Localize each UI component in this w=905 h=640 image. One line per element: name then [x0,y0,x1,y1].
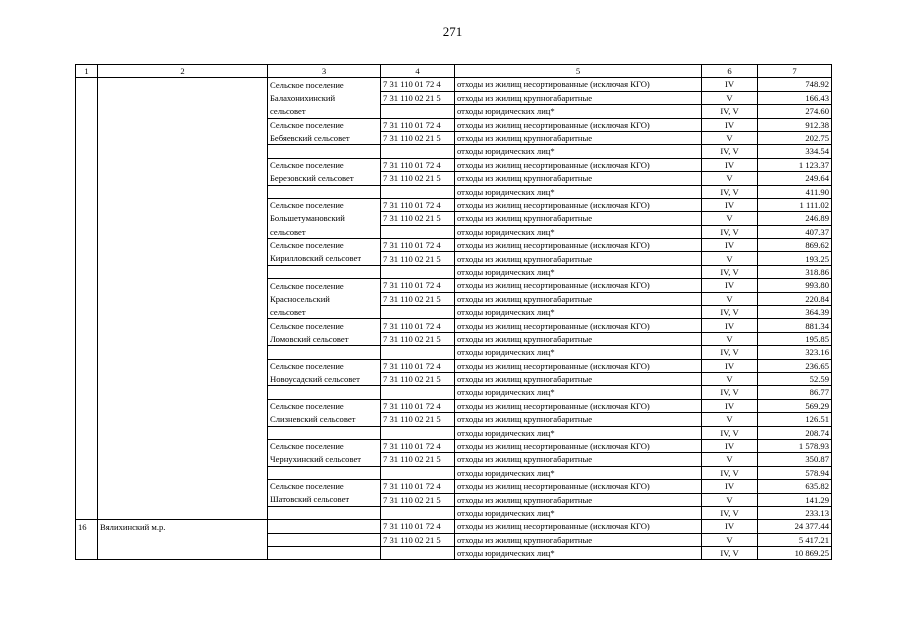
cell-code [381,185,455,198]
cell-waste-type: отходы из жилищ крупногабаритные [455,413,702,426]
cell-hazard-class: IV [702,279,758,292]
cell-code [381,145,455,158]
settlement-name-line [268,533,381,546]
cell-number [76,533,98,546]
table-row [76,533,832,546]
table-body [76,78,832,560]
cell-hazard-class: IV, V [702,506,758,519]
cell-hazard-class: V [702,212,758,225]
cell-district [98,413,268,426]
cell-waste-type: отходы из жилищ несортированные (исключая КГО) [455,399,702,412]
header-col-6: 6 [702,65,758,78]
settlement-name-line: сельсовет [268,225,381,238]
cell-number [76,131,98,144]
cell-value: 233.13 [758,506,832,519]
cell-district [98,386,268,399]
settlement-name-line: Сельское поселение [268,158,381,171]
cell-number [76,399,98,412]
cell-code: 7 31 110 02 21 5 [381,493,455,506]
table-row [76,319,832,332]
cell-code: 7 31 110 01 72 4 [381,239,455,252]
table-row [76,346,832,359]
cell-number [76,439,98,452]
cell-number [76,158,98,171]
cell-number [76,225,98,238]
cell-hazard-class: V [702,533,758,546]
cell-hazard-class: IV [702,239,758,252]
cell-district [98,91,268,104]
header-col-5: 5 [455,65,702,78]
cell-waste-type: отходы из жилищ несортированные (исключая КГО) [455,158,702,171]
cell-code: 7 31 110 01 72 4 [381,439,455,452]
cell-waste-type: отходы из жилищ несортированные (исключая КГО) [455,279,702,292]
cell-district [98,439,268,452]
cell-waste-type: отходы из жилищ крупногабаритные [455,493,702,506]
cell-district [98,131,268,144]
cell-value: 246.89 [758,212,832,225]
table-row [76,91,832,104]
table-row [76,547,832,560]
cell-code [381,386,455,399]
table-row [76,292,832,305]
cell-value: 193.25 [758,252,832,265]
cell-number [76,346,98,359]
cell-hazard-class: V [702,252,758,265]
settlement-name-line: Сельское поселение [268,359,381,372]
settlement-name-line [268,466,381,479]
table-row [76,306,832,319]
table-row [76,439,832,452]
cell-number [76,466,98,479]
settlement-name-line: Слизневский сельсовет [268,413,381,426]
cell-number [76,118,98,131]
cell-value: 236.65 [758,359,832,372]
cell-hazard-class: IV, V [702,145,758,158]
settlement-name-line: Сельское поселение [268,118,381,131]
cell-district [98,158,268,171]
settlement-name-line: Ломовский сельсовет [268,332,381,345]
table-row [76,225,832,238]
cell-district [98,185,268,198]
cell-district [98,493,268,506]
cell-hazard-class: IV [702,198,758,211]
cell-code [381,346,455,359]
cell-value: 166.43 [758,91,832,104]
cell-value: 52.59 [758,372,832,385]
header-col-2: 2 [98,65,268,78]
settlement-name-line: сельсовет [268,105,381,118]
table-row [76,426,832,439]
cell-district [98,426,268,439]
cell-value: 126.51 [758,413,832,426]
cell-waste-type: отходы из жилищ несортированные (исключая КГО) [455,359,702,372]
cell-waste-type: отходы юридических лиц* [455,185,702,198]
table-row [76,105,832,118]
cell-district [98,118,268,131]
table-row [76,252,832,265]
cell-number: 16 [76,520,98,533]
cell-code: 7 31 110 01 72 4 [381,279,455,292]
table-row [76,78,832,91]
cell-value: 869.62 [758,239,832,252]
table-row [76,386,832,399]
cell-district [98,172,268,185]
cell-number [76,453,98,466]
settlement-name-line [268,426,381,439]
cell-value: 407.37 [758,225,832,238]
settlement-name-line: Сельское поселение [268,78,381,91]
cell-code [381,225,455,238]
cell-value: 993.80 [758,279,832,292]
cell-waste-type: отходы из жилищ крупногабаритные [455,91,702,104]
cell-value: 220.84 [758,292,832,305]
cell-hazard-class: IV [702,359,758,372]
cell-hazard-class: V [702,292,758,305]
cell-district [98,306,268,319]
cell-hazard-class: IV [702,439,758,452]
settlement-name-line: Сельское поселение [268,480,381,493]
cell-hazard-class: IV [702,399,758,412]
cell-value: 10 869.25 [758,547,832,560]
cell-hazard-class: V [702,91,758,104]
cell-waste-type: отходы юридических лиц* [455,386,702,399]
cell-district [98,359,268,372]
cell-value: 1 111.02 [758,198,832,211]
cell-district [98,198,268,211]
cell-waste-type: отходы юридических лиц* [455,346,702,359]
table-row [76,359,832,372]
header-col-3: 3 [268,65,381,78]
cell-hazard-class: IV [702,480,758,493]
table-row [76,118,832,131]
settlement-name-line: Бебяевский сельсовет [268,131,381,144]
cell-value: 5 417.21 [758,533,832,546]
cell-hazard-class: IV [702,520,758,533]
settlement-name-line: сельсовет [268,306,381,319]
table-row [76,520,832,533]
cell-value: 569.29 [758,399,832,412]
settlement-name-line: Кирилловский сельсовет [268,252,381,265]
settlement-name-line [268,265,381,278]
cell-district [98,105,268,118]
cell-waste-type: отходы из жилищ крупногабаритные [455,533,702,546]
settlement-name-line: Сельское поселение [268,319,381,332]
cell-district [98,372,268,385]
cell-code: 7 31 110 01 72 4 [381,520,455,533]
cell-number [76,306,98,319]
cell-code: 7 31 110 02 21 5 [381,91,455,104]
cell-code: 7 31 110 02 21 5 [381,413,455,426]
cell-code: 7 31 110 01 72 4 [381,359,455,372]
cell-hazard-class: IV [702,319,758,332]
cell-hazard-class: IV [702,158,758,171]
settlement-name-line: Шатовский сельсовет [268,493,381,506]
cell-district [98,225,268,238]
settlement-name-line [268,386,381,399]
cell-district [98,145,268,158]
cell-code [381,105,455,118]
cell-value: 334.54 [758,145,832,158]
cell-hazard-class: IV, V [702,185,758,198]
cell-district [98,212,268,225]
table-row [76,198,832,211]
waste-table [75,64,832,560]
cell-waste-type: отходы из жилищ несортированные (исключая КГО) [455,239,702,252]
table-row [76,372,832,385]
cell-number [76,332,98,345]
cell-district [98,346,268,359]
cell-hazard-class: IV, V [702,105,758,118]
cell-number [76,413,98,426]
cell-code: 7 31 110 01 72 4 [381,158,455,171]
table-row [76,399,832,412]
cell-number [76,265,98,278]
table-row [76,466,832,479]
cell-district [98,265,268,278]
cell-hazard-class: V [702,131,758,144]
cell-number [76,319,98,332]
cell-waste-type: отходы юридических лиц* [455,306,702,319]
settlement-name-line: Большетумановский [268,212,381,225]
cell-waste-type: отходы из жилищ крупногабаритные [455,292,702,305]
cell-number [76,359,98,372]
settlement-name-line: Сельское поселение [268,399,381,412]
cell-value: 881.34 [758,319,832,332]
cell-waste-type: отходы из жилищ несортированные (исключая КГО) [455,439,702,452]
cell-waste-type: отходы из жилищ несортированные (исключая КГО) [455,480,702,493]
settlement-name-line [268,145,381,158]
cell-number [76,426,98,439]
cell-hazard-class: IV, V [702,426,758,439]
cell-code [381,547,455,560]
cell-waste-type: отходы юридических лиц* [455,105,702,118]
settlement-name-line [268,185,381,198]
settlement-name-line [268,346,381,359]
cell-district [98,533,268,546]
cell-number [76,239,98,252]
cell-code: 7 31 110 02 21 5 [381,252,455,265]
header-col-1: 1 [76,65,98,78]
cell-value: 578.94 [758,466,832,479]
cell-hazard-class: IV, V [702,306,758,319]
cell-code: 7 31 110 02 21 5 [381,212,455,225]
table-row [76,506,832,519]
cell-district [98,279,268,292]
cell-number [76,292,98,305]
cell-code: 7 31 110 02 21 5 [381,533,455,546]
cell-code: 7 31 110 01 72 4 [381,319,455,332]
cell-district [98,78,268,91]
cell-hazard-class: IV, V [702,265,758,278]
cell-waste-type: отходы из жилищ крупногабаритные [455,212,702,225]
table-row [76,265,832,278]
cell-waste-type: отходы из жилищ несортированные (исключая КГО) [455,520,702,533]
table-row [76,453,832,466]
cell-district [98,319,268,332]
cell-district: Вялихинский м.р. [98,520,268,533]
settlement-name-line: Березовский сельсовет [268,172,381,185]
cell-value: 24 377.44 [758,520,832,533]
cell-hazard-class: V [702,172,758,185]
cell-district [98,332,268,345]
cell-code: 7 31 110 02 21 5 [381,172,455,185]
cell-waste-type: отходы юридических лиц* [455,426,702,439]
cell-value: 350.87 [758,453,832,466]
settlement-name-line: Сельское поселение [268,279,381,292]
settlement-name-line: Балахонихинский [268,91,381,104]
header-col-7: 7 [758,65,832,78]
cell-waste-type: отходы из жилищ крупногабаритные [455,332,702,345]
cell-hazard-class: IV, V [702,466,758,479]
cell-waste-type: отходы из жилищ крупногабаритные [455,372,702,385]
settlement-name-line: Сельское поселение [268,239,381,252]
cell-number [76,279,98,292]
cell-code: 7 31 110 02 21 5 [381,332,455,345]
settlement-name-line [268,547,381,560]
cell-waste-type: отходы из жилищ крупногабаритные [455,172,702,185]
cell-waste-type: отходы юридических лиц* [455,466,702,479]
cell-waste-type: отходы из жилищ несортированные (исключая КГО) [455,198,702,211]
cell-district [98,399,268,412]
cell-value: 748.92 [758,78,832,91]
cell-district [98,252,268,265]
cell-number [76,172,98,185]
cell-code: 7 31 110 02 21 5 [381,372,455,385]
cell-code: 7 31 110 02 21 5 [381,292,455,305]
cell-number [76,185,98,198]
settlement-name-line: Красносельский [268,292,381,305]
cell-waste-type: отходы из жилищ крупногабаритные [455,131,702,144]
cell-code: 7 31 110 02 21 5 [381,131,455,144]
cell-hazard-class: V [702,332,758,345]
cell-number [76,372,98,385]
cell-value: 1 123.37 [758,158,832,171]
cell-value: 249.64 [758,172,832,185]
cell-value: 635.82 [758,480,832,493]
cell-hazard-class: IV [702,78,758,91]
cell-waste-type: отходы юридических лиц* [455,265,702,278]
cell-value: 912.38 [758,118,832,131]
settlement-name-line [268,506,381,519]
cell-district [98,466,268,479]
cell-waste-type: отходы юридических лиц* [455,225,702,238]
cell-number [76,145,98,158]
cell-hazard-class: V [702,372,758,385]
cell-value: 274.60 [758,105,832,118]
cell-waste-type: отходы из жилищ несортированные (исключая КГО) [455,78,702,91]
cell-code: 7 31 110 01 72 4 [381,78,455,91]
settlement-name-line: Сельское поселение [268,198,381,211]
settlement-name-line: Сельское поселение [268,439,381,452]
cell-hazard-class: IV, V [702,225,758,238]
table-row [76,185,832,198]
cell-code [381,506,455,519]
cell-hazard-class: IV, V [702,386,758,399]
cell-district [98,506,268,519]
cell-number [76,78,98,91]
cell-value: 411.90 [758,185,832,198]
cell-value: 208.74 [758,426,832,439]
cell-number [76,386,98,399]
cell-number [76,547,98,560]
cell-number [76,480,98,493]
cell-value: 323.16 [758,346,832,359]
cell-value: 86.77 [758,386,832,399]
cell-number [76,105,98,118]
cell-code: 7 31 110 01 72 4 [381,399,455,412]
cell-code [381,265,455,278]
cell-hazard-class: IV, V [702,547,758,560]
cell-district [98,547,268,560]
table-row [76,480,832,493]
cell-code: 7 31 110 01 72 4 [381,480,455,493]
cell-hazard-class: IV [702,118,758,131]
table-row [76,172,832,185]
cell-code: 7 31 110 01 72 4 [381,198,455,211]
cell-district [98,453,268,466]
table-row [76,212,832,225]
cell-code: 7 31 110 02 21 5 [381,453,455,466]
settlement-name-line: Чернухинский сельсовет [268,453,381,466]
cell-district [98,239,268,252]
table-row [76,158,832,171]
cell-number [76,493,98,506]
cell-code: 7 31 110 01 72 4 [381,118,455,131]
cell-number [76,252,98,265]
cell-waste-type: отходы из жилищ несортированные (исключая КГО) [455,118,702,131]
settlement-name-line: Новоусадский сельсовет [268,372,381,385]
cell-code [381,466,455,479]
cell-hazard-class: V [702,493,758,506]
table-row [76,131,832,144]
cell-code [381,426,455,439]
page-number: 271 [442,24,463,39]
cell-hazard-class: IV, V [702,346,758,359]
table-row [76,413,832,426]
cell-number [76,506,98,519]
cell-hazard-class: V [702,453,758,466]
settlement-name-line [268,520,381,533]
cell-number [76,91,98,104]
cell-waste-type: отходы из жилищ крупногабаритные [455,453,702,466]
cell-waste-type: отходы из жилищ несортированные (исключая КГО) [455,319,702,332]
cell-district [98,480,268,493]
cell-code [381,306,455,319]
cell-waste-type: отходы из жилищ крупногабаритные [455,252,702,265]
header-row [76,65,832,78]
cell-value: 141.29 [758,493,832,506]
cell-hazard-class: V [702,413,758,426]
table-row [76,279,832,292]
cell-number [76,198,98,211]
cell-waste-type: отходы юридических лиц* [455,547,702,560]
header-col-4: 4 [381,65,455,78]
cell-value: 1 578.93 [758,439,832,452]
table-row [76,145,832,158]
cell-value: 195.85 [758,332,832,345]
table-row [76,332,832,345]
cell-number [76,212,98,225]
cell-value: 318.86 [758,265,832,278]
table-row [76,239,832,252]
cell-value: 364.39 [758,306,832,319]
table-row [76,493,832,506]
cell-waste-type: отходы юридических лиц* [455,145,702,158]
cell-district [98,292,268,305]
cell-value: 202.75 [758,131,832,144]
cell-waste-type: отходы юридических лиц* [455,506,702,519]
